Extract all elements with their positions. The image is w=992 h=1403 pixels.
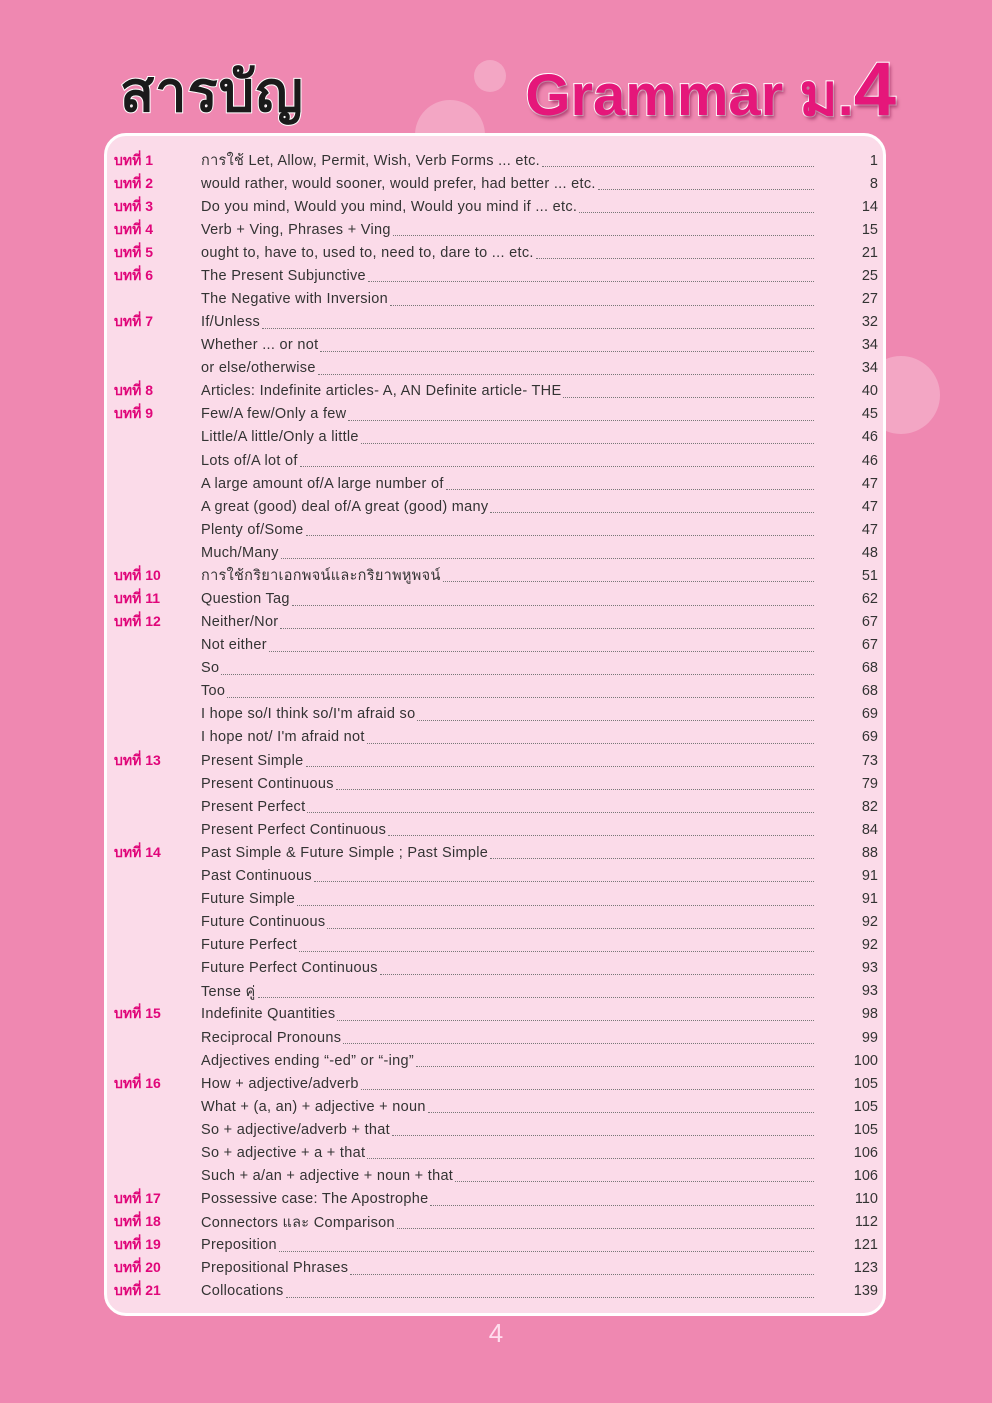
page-title-thai: สารบัญ [120,60,304,125]
entry-title: So + adjective + a + that [201,1144,366,1161]
entry-page: 48 [861,544,878,561]
chapter-label: บทที่ 2 [114,174,154,191]
dot-leader [221,662,814,675]
dot-leader [286,1285,814,1298]
entry-page: 121 [853,1237,878,1254]
entry-page: 47 [861,521,878,538]
decor-bubble [474,60,506,92]
entry-page: 15 [861,221,878,238]
chapter-label: บทที่ 5 [114,243,154,260]
entry-title: How + adjective/adverb [201,1075,359,1092]
dot-leader [361,1077,814,1090]
dot-leader [563,385,814,398]
toc-entry[interactable] [114,841,878,864]
dot-leader [306,754,814,767]
toc-entry[interactable] [114,264,878,287]
entry-page: 106 [853,1167,878,1184]
entry-page: 25 [861,267,878,284]
dot-leader [227,685,814,698]
entry-page: 40 [861,383,878,400]
entry-title: Such + a/an + adjective + noun + that [201,1167,454,1184]
dot-leader [417,708,814,721]
toc-entry[interactable] [114,218,878,241]
entry-title: Not either [201,637,267,654]
dot-leader [350,1262,814,1275]
dot-leader [306,523,814,536]
entry-page: 82 [861,798,878,815]
toc-entry[interactable] [114,864,878,887]
entry-page: 67 [861,637,878,654]
entry-page: 79 [861,775,878,792]
toc-entry[interactable] [114,541,878,564]
entry-title: ought to, have to, used to, need to, dare to ... etc. [201,244,534,261]
toc-entry[interactable] [114,449,878,472]
dot-leader [361,431,814,444]
entry-page: 73 [861,752,878,769]
entry-title: A large amount of/A large number of [201,475,444,492]
entry-title: Lots of/A lot of [201,452,298,469]
entry-page: 84 [861,821,878,838]
chapter-label: บทที่ 7 [114,313,154,330]
entry-page: 99 [861,1029,878,1046]
dot-leader [318,362,814,375]
dot-leader [280,616,814,629]
dot-leader [443,569,814,582]
dot-leader [598,177,814,190]
entry-page: 92 [861,914,878,931]
entry-page: 21 [861,244,878,261]
toc-entry[interactable] [114,680,878,703]
dot-leader [430,1193,814,1206]
dot-leader [416,1054,814,1067]
entry-title: Present Simple [201,752,304,769]
toc-entry[interactable] [114,911,878,934]
dot-leader [343,1031,814,1044]
entry-title: การใช้ Let, Allow, Permit, Wish, Verb Forms ... etc. [201,153,540,170]
toc-entry[interactable] [114,149,878,172]
toc-entry[interactable] [114,287,878,310]
entry-page: 110 [854,1191,878,1208]
dot-leader [393,223,814,236]
dot-leader [269,639,814,652]
entry-page: 92 [861,937,878,954]
entry-page: 93 [861,983,878,1000]
toc-entry[interactable] [114,657,878,680]
toc-entry[interactable] [114,311,878,334]
toc-entry[interactable] [114,1141,878,1164]
entry-page: 47 [861,498,878,515]
page-title-english [525,47,896,134]
entry-page: 105 [853,1098,878,1115]
chapter-label: บทที่ 10 [114,566,161,583]
dot-leader [490,846,814,859]
dot-leader [337,1008,814,1021]
chapter-label: บทที่ 19 [114,1236,161,1253]
dot-leader [336,777,814,790]
entry-page: 46 [861,452,878,469]
entry-title: Plenty of/Some [201,521,304,538]
entry-title: Indefinite Quantities [201,1006,336,1023]
dot-leader [314,869,814,882]
entry-title: Future Continuous [201,914,326,931]
dot-leader [490,500,814,513]
entry-title: Question Tag [201,591,290,608]
toc-entry[interactable] [114,980,878,1003]
dot-leader [455,1169,814,1182]
dot-leader [307,800,814,813]
entry-title: Present Perfect Continuous [201,821,387,838]
dot-leader [320,339,814,352]
chapter-label: บทที่ 12 [114,613,161,630]
entry-page: 51 [861,567,878,584]
dot-leader [348,408,814,421]
entry-page: 91 [861,891,878,908]
toc-entry[interactable] [114,1211,878,1234]
toc-entry[interactable] [114,357,878,380]
entry-page: 98 [861,1006,878,1023]
entry-page: 69 [861,706,878,723]
entry-title: Past Continuous [201,867,312,884]
title-en-text: Grammar ม. [525,63,854,128]
dot-leader [579,200,814,213]
chapter-label: บทที่ 8 [114,382,154,399]
toc-entry[interactable] [114,703,878,726]
entry-title: Reciprocal Pronouns [201,1029,342,1046]
entry-title: Adjectives ending “-ed” or “-ing” [201,1052,414,1069]
dot-leader [300,454,814,467]
toc-entry[interactable] [114,334,878,357]
entry-page: 68 [861,683,878,700]
dot-leader [388,823,814,836]
chapter-label: บทที่ 14 [114,843,161,860]
entry-page: 46 [861,429,878,446]
entry-page: 34 [861,337,878,354]
entry-title: Prepositional Phrases [201,1260,349,1277]
dot-leader [327,916,814,929]
entry-page: 14 [861,198,878,215]
entry-title: Future Perfect [201,937,298,954]
entry-page: 27 [861,291,878,307]
entry-page: 45 [861,406,878,423]
entry-page: 88 [861,844,878,861]
toc-entry[interactable] [114,888,878,911]
entry-title: Present Continuous [201,775,334,792]
dot-leader [262,316,814,329]
entry-page: 105 [853,1075,878,1092]
entry-title: Neither/Nor [201,614,279,631]
entry-title: I hope not/ I'm afraid not [201,729,365,746]
dot-leader [542,154,814,167]
entry-title: What + (a, an) + adjective + noun [201,1098,426,1115]
dot-leader [428,1100,814,1113]
entry-page: 100 [853,1052,878,1069]
toc-entry[interactable] [114,726,878,749]
toc-entry[interactable] [114,195,878,218]
entry-title: Tense คู่ [201,983,256,1000]
toc-entry[interactable] [114,634,878,657]
entry-page: 106 [853,1144,878,1161]
chapter-label: บทที่ 1 [114,151,154,168]
dot-leader [390,293,814,306]
dot-leader [367,1146,814,1159]
toc-entry[interactable] [114,380,878,403]
entry-page: 1 [869,152,878,169]
toc-entry[interactable] [114,1095,878,1118]
chapter-label: บทที่ 6 [114,266,154,283]
toc-entry[interactable] [114,241,878,264]
entry-title: A great (good) deal of/A great (good) many [201,498,489,515]
toc-entry[interactable] [114,1164,878,1187]
dot-leader [446,477,814,490]
entry-page: 105 [853,1121,878,1138]
toc-entry[interactable] [114,611,878,634]
entry-title: Much/Many [201,544,279,561]
entry-page: 139 [853,1283,878,1300]
entry-title: Do you mind, Would you mind, Would you mind if ... etc. [201,198,578,215]
page-number: 4 [488,1318,504,1348]
toc-entry[interactable] [114,1003,878,1026]
entry-title: Verb + Ving, Phrases + Ving [201,221,391,238]
dot-leader [279,1239,814,1252]
dot-leader [368,269,814,282]
dot-leader [367,731,814,744]
dot-leader [392,1123,814,1136]
entry-page: 123 [853,1260,878,1277]
toc-entry[interactable] [114,495,878,518]
entry-page: 112 [854,1214,878,1231]
entry-title: The Negative with Inversion [201,291,389,307]
toc-entry[interactable] [114,772,878,795]
dot-leader [380,962,814,975]
toc-entry[interactable] [114,587,878,610]
entry-title: If/Unless [201,314,261,331]
toc-entry[interactable] [114,1280,878,1303]
entry-title: Future Perfect Continuous [201,960,378,977]
entry-page: 93 [861,960,878,977]
toc-entry[interactable] [114,818,878,841]
dot-leader [258,985,814,998]
dot-leader [397,1216,814,1229]
toc-entry[interactable] [114,1026,878,1049]
entry-page: 68 [861,660,878,677]
toc-entry[interactable] [114,1257,878,1280]
toc-entry[interactable] [114,934,878,957]
toc-entry[interactable] [114,749,878,772]
chapter-label: บทที่ 16 [114,1074,161,1091]
entry-title: Articles: Indefinite articles- A, AN Definite article- THE [201,383,562,400]
toc-entry[interactable] [114,795,878,818]
toc-entry[interactable] [114,1188,878,1211]
chapter-label: บทที่ 11 [114,590,161,607]
entry-title: Too [201,683,226,700]
toc-entry[interactable] [114,1072,878,1095]
chapter-label: บทที่ 15 [114,1005,161,1022]
entry-page: 34 [861,360,878,377]
entry-page: 91 [861,867,878,884]
toc-list [114,149,878,1303]
chapter-label: บทที่ 20 [114,1259,161,1276]
dot-leader [299,939,814,952]
entry-title: Preposition [201,1237,277,1254]
toc-entry[interactable] [114,1234,878,1257]
entry-title: Whether ... or not [201,337,319,354]
dot-leader [536,246,814,259]
entry-title: I hope so/I think so/I'm afraid so [201,706,416,723]
entry-title: So [201,660,220,677]
entry-page: 32 [861,314,878,331]
toc-entry[interactable] [114,518,878,541]
entry-title: The Present Subjunctive [201,267,366,284]
entry-title: Present Perfect [201,798,306,815]
entry-title: Possessive case: The Apostrophe [201,1191,429,1208]
entry-title: Collocations [201,1283,284,1300]
entry-title: would rather, would sooner, would prefer, had better ... etc. [201,175,596,192]
chapter-label: บทที่ 21 [114,1282,161,1299]
entry-title: Few/A few/Only a few [201,406,347,423]
entry-page: 8 [869,175,878,192]
toc-entry[interactable] [114,172,878,195]
toc-entry[interactable] [114,403,878,426]
dot-leader [292,593,814,606]
chapter-label: บทที่ 4 [114,220,154,237]
toc-entry[interactable] [114,957,878,980]
entry-title: Little/A little/Only a little [201,429,359,446]
toc-entry[interactable] [114,1118,878,1141]
entry-title: or else/otherwise [201,360,316,377]
entry-title: Future Simple [201,891,296,908]
toc-entry[interactable] [114,1049,878,1072]
toc-entry[interactable] [114,564,878,587]
chapter-label: บทที่ 13 [114,751,161,768]
chapter-label: บทที่ 3 [114,197,154,214]
entry-title: Past Simple & Future Simple ; Past Simple [201,844,489,861]
entry-title: Connectors และ Comparison [201,1214,395,1231]
title-level: 4 [853,47,896,132]
entry-title: การใช้กริยาเอกพจน์และกริยาพหูพจน์ [201,568,441,585]
entry-title: So + adjective/adverb + that [201,1121,390,1138]
dot-leader [297,893,814,906]
chapter-label: บทที่ 9 [114,405,154,422]
entry-page: 69 [861,729,878,746]
entry-page: 62 [861,591,878,608]
entry-page: 67 [861,614,878,631]
chapter-label: บทที่ 18 [114,1213,161,1230]
toc-entry[interactable] [114,472,878,495]
chapter-label: บทที่ 17 [114,1190,161,1207]
entry-page: 47 [861,475,878,492]
toc-entry[interactable] [114,426,878,449]
dot-leader [281,546,814,559]
